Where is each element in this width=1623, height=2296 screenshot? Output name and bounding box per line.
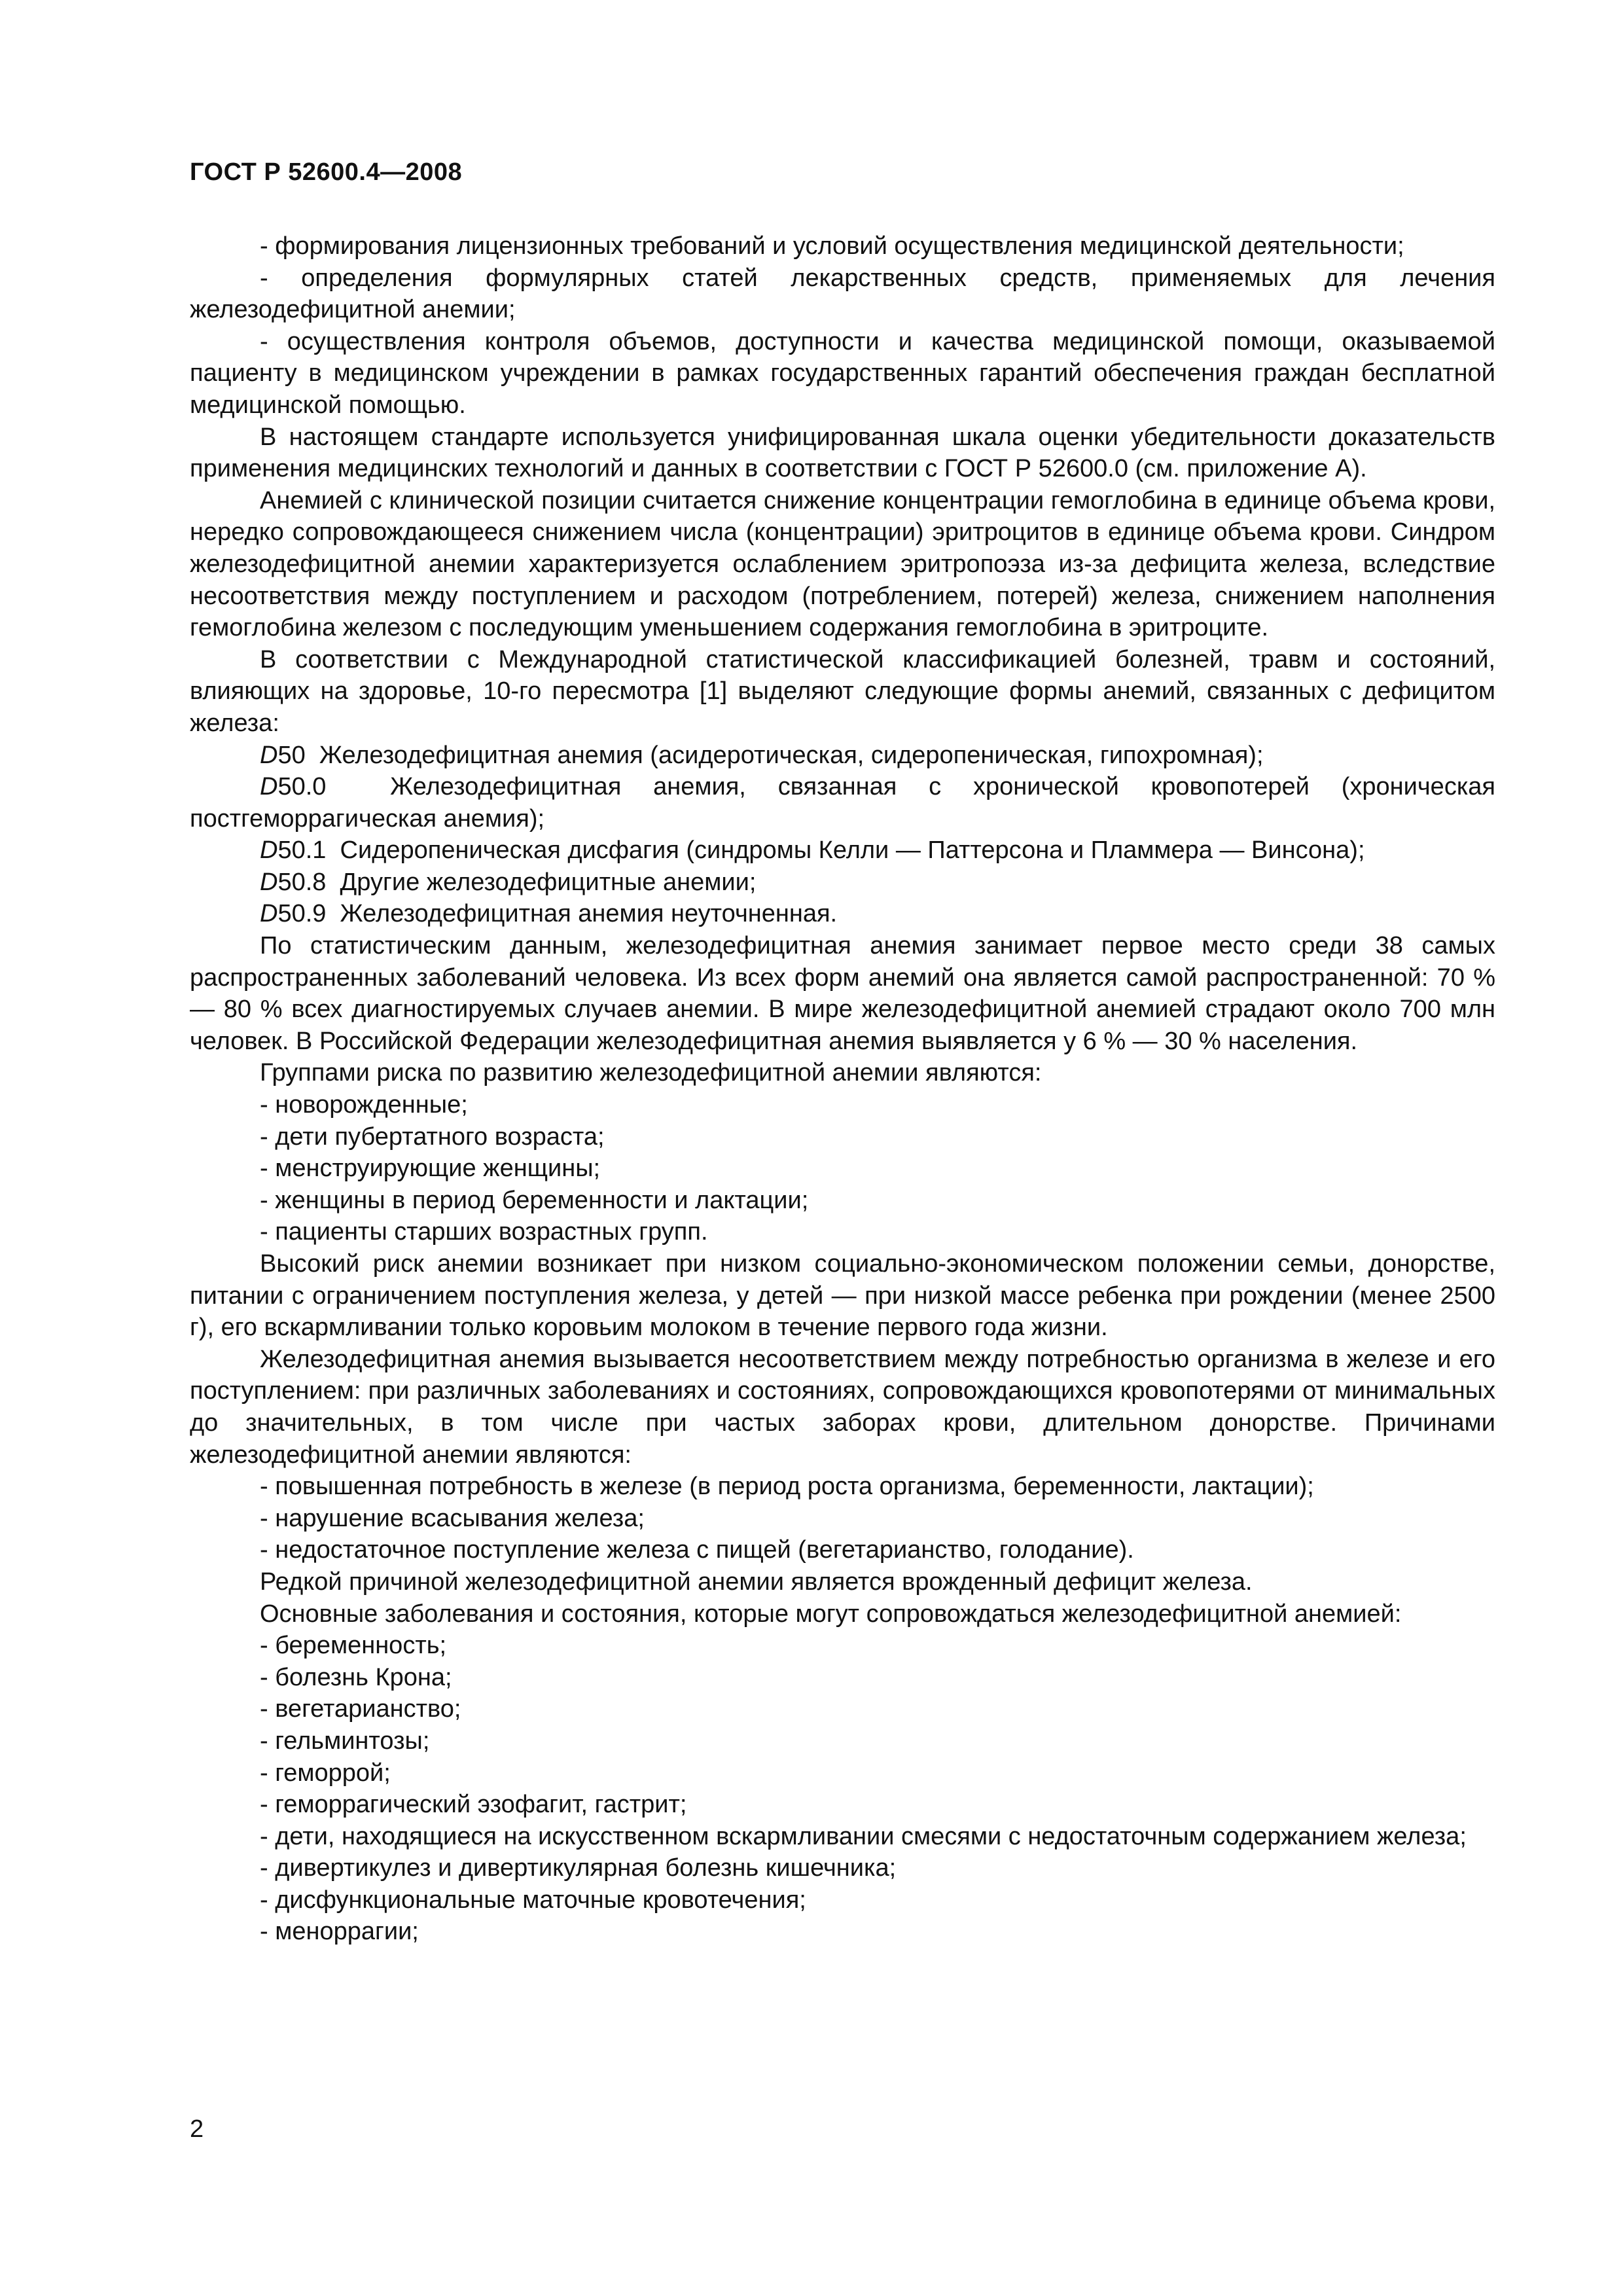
icd-code-number: 50.8 — [277, 868, 327, 896]
icd-code-letter: D — [260, 900, 278, 928]
paragraph: - формирования лицензионных требований и условий осуществления медицинской деятельности; — [260, 232, 1404, 260]
icd-code-number: 50.1 — [277, 836, 327, 865]
icd-code-number: 50 — [277, 741, 306, 769]
paragraph: - осуществления контроля объемов, доступности и качества медицинской помощи, оказываемой пациенту в медицинском учреждении в рамках государственных гарантий обеспечения граждан бесплатной медицинской помощью. — [190, 327, 1495, 419]
paragraph: - недостаточное поступление железа с пищей (вегетарианство, голодание). — [260, 1536, 1134, 1564]
paragraph: - вегетарианство; — [260, 1695, 461, 1723]
paragraph: В настоящем стандарте используется унифицированная шкала оценки убедительности доказательств применения медицинских технологий и данных в соответствии с ГОСТ Р 52600.0 (см. приложение А). — [190, 423, 1495, 483]
paragraph: Основные заболевания и состояния, которые могут сопровождаться железодефицитной анемией: — [260, 1600, 1402, 1628]
document-body — [190, 230, 1503, 1948]
paragraph: - меноррагии; — [260, 1918, 419, 1946]
icd-code-entry — [190, 740, 1495, 772]
icd-code-description: Железодефицитная анемия, связанная с хронической кровопотерей (хроническая постгеморрагическая анемия); — [190, 773, 1503, 833]
paragraph: Железодефицитная анемия вызывается несоответствием между потребностью организма в железе и его поступлением: при различных заболеваниях и состояниях, сопровождающихся кровопотерями от минимальных до значительных, в том числе при частых заборах крови, длительном донорстве. Причинами железодефицитной анемии являются: — [190, 1345, 1495, 1469]
icd-code-entry — [190, 771, 1503, 834]
icd-code-description: Железодефицитная анемия (асидеротическая, сидеропеническая, гипохромная); — [305, 741, 1264, 769]
icd-code-entry — [190, 867, 1495, 899]
icd-code-entry — [190, 834, 1495, 867]
paragraph: - женщины в период беременности и лактации; — [260, 1186, 809, 1214]
paragraph: Высокий риск анемии возникает при низком социально-экономическом положении семьи, донорстве, питании с ограничением поступления железа, у детей — при низкой массе ребенка при рождении (менее 2500 г), его вскармливании только коровьим молоком в течение первого года жизни. — [190, 1250, 1495, 1342]
paragraph: Группами риска по развитию железодефицитной анемии являются: — [260, 1059, 1042, 1087]
icd-code-number: 50.0 — [277, 773, 327, 801]
paragraph: Редкой причиной железодефицитной анемии является врожденный дефицит железа. — [260, 1568, 1253, 1596]
icd-code-letter: D — [260, 741, 278, 769]
icd-code-number: 50.9 — [277, 900, 327, 928]
paragraph: - дети, находящиеся на искусственном вскармливании смесями с недостаточным содержанием железа; — [260, 1822, 1467, 1850]
paragraph: Анемией с клинической позиции считается снижение концентрации гемоглобина в единице объема крови, нередко сопровождающееся снижением числа (концентрации) эритроцитов в единице объема крови. Синдром железодефицитной анемии характеризуется ослаблением эритропоэза из-за дефицита железа, вследствие несоответствия между поступлением и расходом (потреблением, потерей) железа, снижением наполнения гемоглобина железом с последующим уменьшением содержания гемоглобина в эритроците. — [190, 486, 1495, 642]
paragraph: По статистическим данным, железодефицитная анемия занимает первое место среди 38 самых распространенных заболеваний человека. Из всех форм анемий она является самой распространенной: 70 % — 80 % всех диагностируемых случаев анемии. В мире железодефицитной анемией страдают около 700 млн человек. В Российской Федерации железодефицитная анемия выявляется у 6 % — 30 % населения. — [190, 932, 1495, 1055]
paragraph: - дети пубертатного возраста; — [260, 1122, 605, 1151]
icd-code-letter: D — [260, 773, 278, 801]
icd-code-letter: D — [260, 836, 278, 865]
icd-code-letter: D — [260, 868, 278, 896]
paragraph: - беременность; — [260, 1632, 447, 1660]
paragraph: - нарушение всасывания железа; — [260, 1504, 645, 1532]
paragraph: - повышенная потребность в железе (в период роста организма, беременности, лактации); — [260, 1473, 1314, 1501]
icd-code-description: Сидеропеническая дисфагия (синдромы Келли — Паттерсона и Пламмера — Винсона); — [326, 836, 1365, 865]
paragraph: - дисфункциональные маточные кровотечения; — [260, 1886, 806, 1914]
page-number: 2 — [190, 2115, 204, 2143]
paragraph: - новорожденные; — [260, 1091, 468, 1119]
paragraph: - гельминтозы; — [260, 1727, 430, 1755]
icd-code-description: Железодефицитная анемия неуточненная. — [326, 900, 838, 928]
paragraph: - геморрагический эзофагит, гастрит; — [260, 1791, 687, 1819]
paragraph: - определения формулярных статей лекарственных средств, применяемых для лечения железодефицитной анемии; — [190, 264, 1495, 324]
paragraph: - менструирующие женщины; — [260, 1155, 601, 1183]
icd-code-description: Другие железодефицитные анемии; — [326, 868, 757, 896]
paragraph: - дивертикулез и дивертикулярная болезнь кишечника; — [260, 1854, 897, 1882]
paragraph: - геморрой; — [260, 1759, 391, 1787]
paragraph: В соответствии с Международной статистической классификацией болезней, травм и состояний, влияющих на здоровье, 10-го пересмотра [1] выделяют следующие формы анемий, связанных с дефицитом железа: — [190, 645, 1495, 737]
document-header: ГОСТ Р 52600.4—2008 — [190, 158, 463, 186]
paragraph: - пациенты старших возрастных групп. — [260, 1218, 708, 1246]
paragraph: - болезнь Крона; — [260, 1663, 452, 1691]
icd-code-entry — [190, 898, 1495, 930]
